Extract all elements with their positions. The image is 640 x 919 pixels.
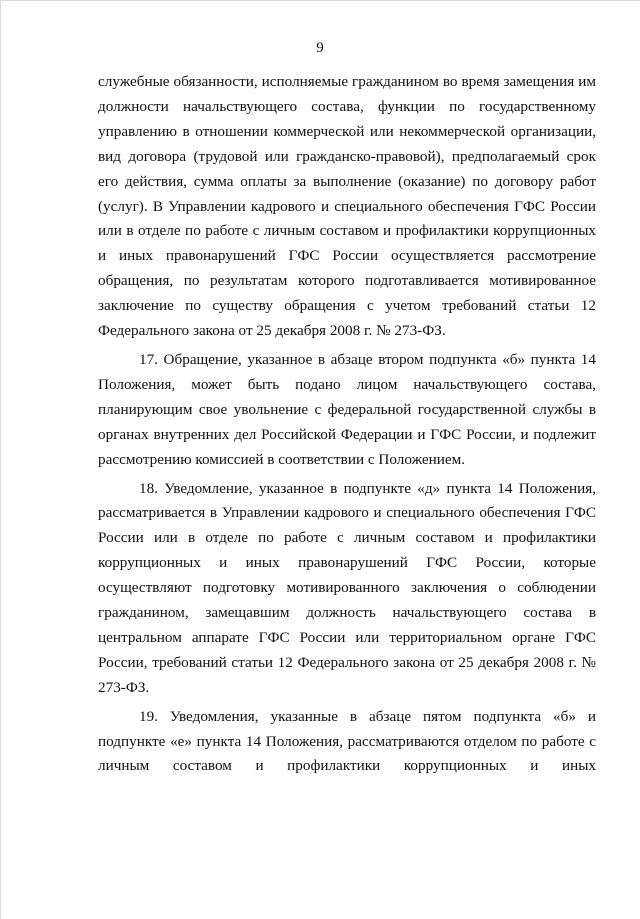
paragraph-item-17: 17. Обращение, указанное в абзаце втором подпункта «б» пункта 14 Положения, может быть подано лицом начальствующего состава, планирующим свое увольнение с федеральной государственной службы в органах внутренних дел Российской Федерации и ГФС России, и подлежит рассмотрению комиссией в соответствии с Положением. [98, 350, 596, 468]
page-edge-left [0, 0, 1, 919]
paragraph-item-19: 19. Уведомления, указанные в абзаце пятом подпункта «б» и подпункте «е» пункта 14 Положения, рассматриваются отделом по работе с личным составом и профилактики коррупционных и иных [98, 707, 596, 775]
page-number: 9 [316, 40, 324, 56]
paragraph-continuation: служебные обязанности, исполняемые гражданином во время замещения им должности начальствующего состава, функции по государственному управлению в отношении коммерческой или некоммерческой организации, вид договора (трудовой или гражданско-правовой), предполагаемый срок его действия, сумма оплаты за выполнение (оказание) по договору работ (услуг). В Управлении кадрового и специального обеспечения ГФС России или в отделе по работе с личным составом и профилактики коррупционных и иных правонарушений ГФС России осуществляется рассмотрение обращения, по результатам которого подготавливается мотивированное заключение по существу обращения с учетом требований статьи 12 Федерального закона от 25 декабря 2008 г. № 273-ФЗ. [98, 73, 596, 340]
document-body [98, 70, 596, 779]
paragraph-item-18: 18. Уведомление, указанное в подпункте «д» пункта 14 Положения, рассматривается в Управлении кадрового и специального обеспечения ГФС России или в отделе по работе с личным составом и профилактики коррупционных и иных правонарушений ГФС России, которые осуществляют подготовку мотивированного заключения о соблюдении гражданином, замещавшим должность начальствующего состава в центральном аппарате ГФС России или территориальном органе ГФС России, требований статьи 12 Федерального закона от 25 декабря 2008 г. № 273-ФЗ. [98, 479, 596, 696]
page-edge-top [0, 0, 640, 1]
